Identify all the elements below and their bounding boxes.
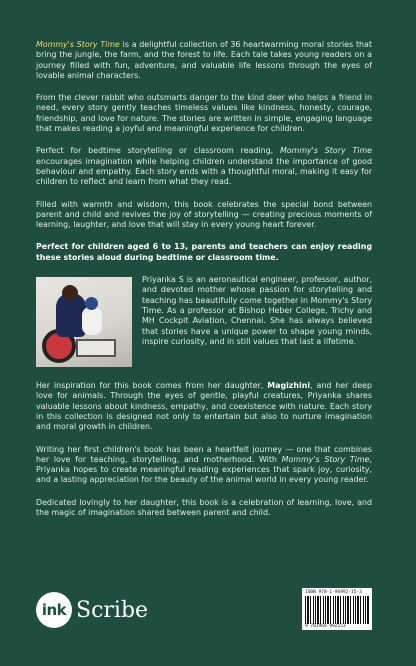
barcode-number: 9 781969 992153 (305, 624, 346, 629)
intro-paragraph: Mommy's Story Time is a delightful collection of 36 heartwarming moral stories that bring the jungle, the farm, and the forest to life. Each tale takes young readers on a journey filled with fun, adventure, and valuable life lessons through the eyes of lovable animal characters. (36, 40, 372, 80)
author-photo (36, 277, 132, 367)
daughter-name: Magizhini (267, 381, 311, 391)
author-bio: Priyanka S is an aeronautical engineer, professor, author, and devoted mother whose passion for storytelling and teaching has beautifully come together in Mommy's Story Time. As a professor at Bishop Heber College, Trichy and MH Cockpit Aviation, Chennai. She has always believed that stories have a unique power to shape young minds, inspire curiosity, and in still values that last a lifetime. (142, 275, 372, 346)
ink-logo-icon: ink (36, 592, 72, 628)
isbn-barcode (302, 588, 372, 630)
isbn-text: ISBN 978-1-96992-15-3 (305, 590, 362, 595)
bedtime-paragraph: Perfect for bedtime storytelling or classroom reading, Mommy's Story Time encourages imagination while helping children understand the importance of good behaviour and empathy. Each story ends with a thoughtful moral, making it easy for children to reflect and learn from what they read. (36, 146, 373, 187)
back-cover-text (36, 40, 372, 530)
journey-paragraph: Writing her first children's book has been a heartfelt journey — one that combines her love for teaching, storytelling, and motherhood. With Mommy's Story Time, Priyanka hopes to create meaningful reading experiences that spark joy, curiosity, and a lasting appreciation for the beauty of the animal world in every young reader. (36, 444, 373, 485)
values-paragraph: From the clever rabbit who outsmarts danger to the kind deer who helps a friend in need, every story gently teaches timeless values like kindness, honesty, courage, friendship, and love for nature. The stories are written in simple, engaging language that makes reading a joyful and meaningful experience for children. (36, 93, 372, 134)
book-title-inline: Mommy's Story Time (280, 146, 373, 156)
book-title: Mommy's Story Time (36, 40, 120, 49)
inspiration-paragraph: Her inspiration for this book comes from her daughter, Magizhini, and her deep love for animals. Through the eyes of gentle, playful creatures, Priyanka shares valuable lessons about kindness, empathy, and coexistence with nature. Each story in this collection is designed not only to entertain but also to nurture imagination and moral growth in children. (36, 381, 372, 432)
book-title-inline-2: Mommy's Story Time (281, 454, 370, 464)
age-statement: Perfect for children aged 6 to 13, parents and teachers can enjoy reading these stories aloud during bedtime or classroom time. (36, 242, 372, 262)
barcode-bars (305, 596, 369, 624)
publisher-logo (36, 592, 148, 628)
author-section (36, 275, 372, 369)
dedication-paragraph: Dedicated lovingly to her daughter, this book is a celebration of learning, love, and the magic of imagination shared between parent and child. (36, 497, 372, 518)
publisher-name: Scribe (76, 597, 149, 623)
warmth-paragraph: Filled with warmth and wisdom, this book celebrates the special bond between parent and child and revives the joy of storytelling — creating precious moments of learning, laughter, and love that will stay in every young heart forever. (36, 199, 372, 230)
